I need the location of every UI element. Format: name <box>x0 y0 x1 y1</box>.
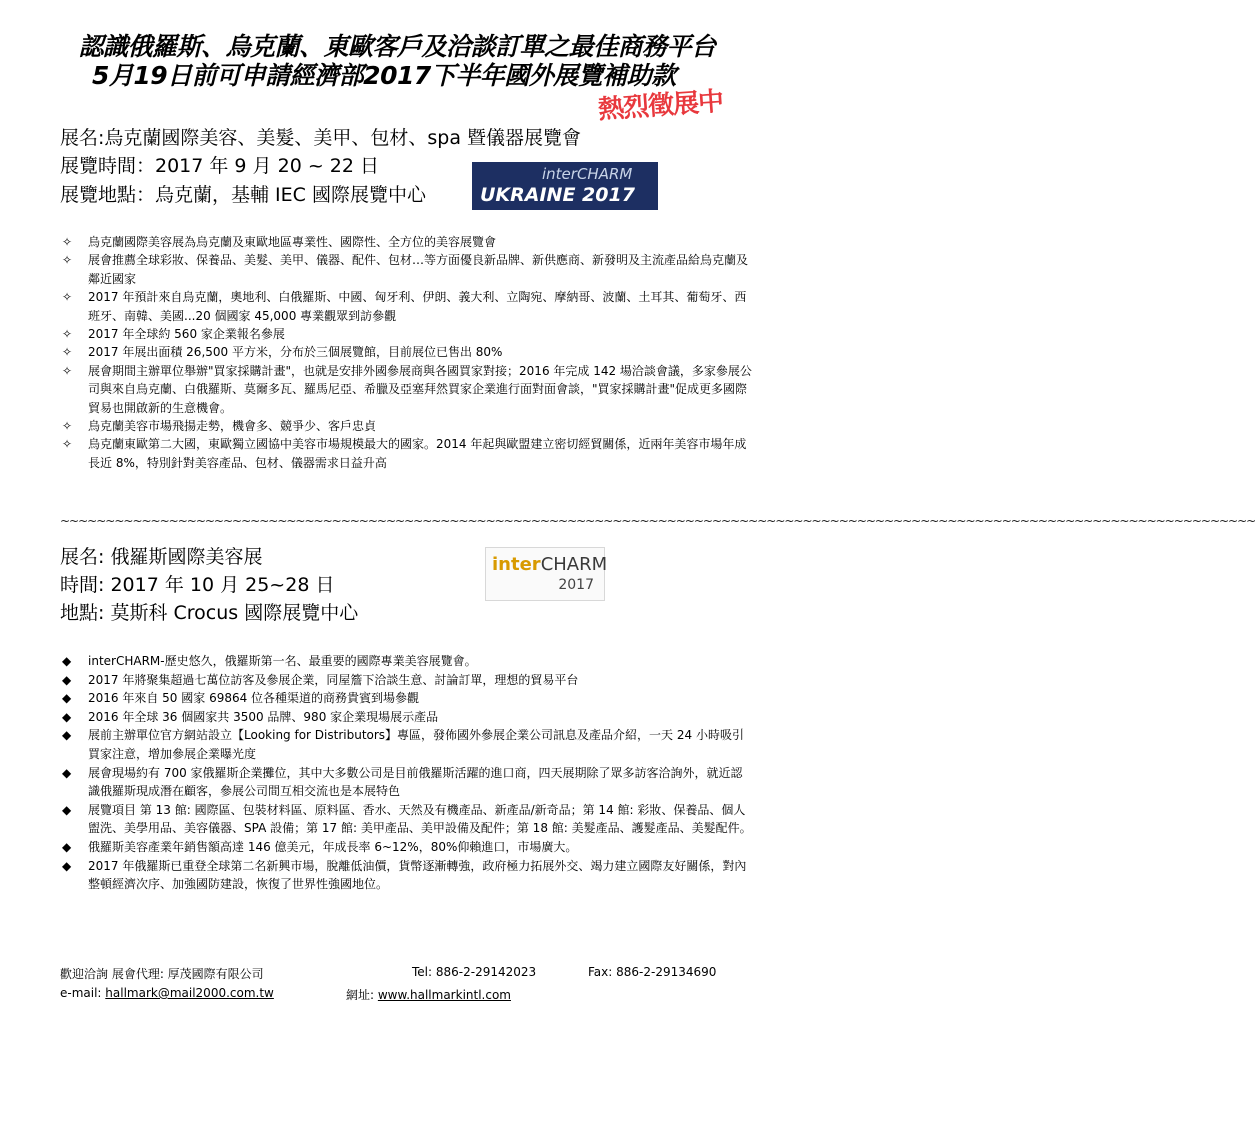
list-item: ◆ 2016 年來自 50 國家 69864 位各種渠道的商務貴賓到場參觀 <box>62 689 752 708</box>
contact-tel: Tel: 886-2-29142023 <box>412 965 537 979</box>
contact-email: e-mail: hallmark@mail2000.com.tw <box>60 986 274 1000</box>
diamond-icon: ◆ <box>62 802 72 817</box>
logo-year: 2017 <box>558 577 594 593</box>
russia-exhibition-place: 地點: 莫斯科 Crocus 國際展覽中心 <box>60 602 359 624</box>
star-outline-icon: ✧ <box>62 419 73 434</box>
list-item: ✧ 展會推薦全球彩妝、保養品、美髮、美甲、儀器、配件、包材…等方面優良新品牌、新供應商、新發明及主流產品給烏克蘭及鄰近國家 <box>62 253 749 286</box>
list-item: ✧ 烏克蘭國際美容展為烏克蘭及東歐地區專業性、國際性、全方位的美容展覽會 <box>62 233 752 251</box>
logo-text-bottom: UKRAINE 2017 <box>480 184 635 206</box>
intercharm-russia-logo <box>485 547 608 601</box>
star-outline-icon: ✧ <box>62 327 73 342</box>
russia-exhibition-time: 時間: 2017 年 10 月 25~28 日 <box>60 574 335 596</box>
russia-feature-list <box>62 652 752 894</box>
logo-text-top: interCHARM <box>492 554 608 575</box>
list-item: ◆ 展會現場約有 700 家俄羅斯企業攤位，其中大多數公司是目前俄羅斯活躍的進口商，四天展期除了眾多訪客洽詢外，就近認識俄羅斯現成潛在顧客，參展公司間互相交流也是本展特色 <box>62 765 743 799</box>
star-outline-icon: ✧ <box>62 253 73 268</box>
ukraine-exhibition-place: 展覽地點：烏克蘭，基輔 IEC 國際展覽中心 <box>60 184 426 206</box>
star-outline-icon: ✧ <box>62 290 73 305</box>
star-outline-icon: ✧ <box>62 235 73 249</box>
subsidy-subtitle: 5月19日前可申請經濟部2017下半年國外展覽補助款 <box>92 61 676 90</box>
list-item: ◆ interCHARM-歷史悠久，俄羅斯第一名、最重要的國際專業美容展覽會。 <box>62 652 752 671</box>
list-item: ◆ 2016 年全球 36 個國家共 3500 品牌、980 家企業現場展示產品 <box>62 708 752 727</box>
contact-website: 網址: www.hallmarkintl.com <box>346 988 511 1002</box>
list-item: ✧ 烏克蘭美容市場飛揚走勢，機會多、競爭少、客戶忠貞 <box>62 417 752 435</box>
list-item: ◆ 俄羅斯美容產業年銷售額高達 146 億美元，年成長率 6~12%，80%仰賴進口，市場廣大。 <box>62 838 752 857</box>
star-outline-icon: ✧ <box>62 345 73 360</box>
list-item: ◆ 展前主辦單位官方網站設立【Looking for Distributors】專區，發佈國外參展企業公司訊息及產品介紹，一天 24 小時吸引買家注意，增加參展企業曝光度 <box>62 728 744 761</box>
list-item: ✧ 2017 年全球約 560 家企業報名參展 <box>62 325 752 343</box>
ukraine-exhibition-name: 展名:烏克蘭國際美容、美髮、美甲、包材、spa 暨儀器展覽會 <box>60 127 582 149</box>
star-outline-icon: ✧ <box>62 437 73 452</box>
list-item: ✧ 2017 年展出面積 26,500 平方米，分布於三個展覽館，目前展位已售出 80% <box>62 343 752 361</box>
list-item: ◆ 2017 年將聚集超過七萬位訪客及參展企業，同屋簷下洽談生意、討論訂單，理想的貿易平台 <box>62 671 752 690</box>
list-item: ✧ 2017 年預計來自烏克蘭，奧地利、白俄羅斯、中國、匈牙利、伊朗、義大利、立陶宛、摩納哥、波蘭、土耳其、葡萄牙、西班牙、南韓、美國...20 個國家 45,000 專業觀眾到訪參觀 <box>62 290 747 323</box>
recruiting-badge: 熱烈徵展中 <box>597 86 725 126</box>
contact-fax: Fax: 886-2-29134690 <box>588 965 717 979</box>
website-link[interactable]: www.hallmarkintl.com <box>377 988 511 1002</box>
ukraine-exhibition-time: 展覽時間：2017 年 9 月 20 ~ 22 日 <box>60 155 379 177</box>
diamond-icon: ◆ <box>62 709 72 724</box>
logo-text-top: interCHARM <box>542 165 633 183</box>
list-item: ✧ 烏克蘭東歐第二大國，東歐獨立國協中美容市場規模最大的國家。2014 年起與歐盟建立密切經貿關係，近兩年美容市場年成長近 8%，特別針對美容產品、包材、儀器需求日益升高 <box>62 437 747 470</box>
section-divider: ~~~~~~~~~~~~~~~~~~~~~~~~~~~~~~~~~~~~~~~~~~~~~~~~~~~~~~~~~~~~~~~~~~~~~~~~~~~~~~~~~~~~~~~~~~~~~~~~~~~~~~~~~~~~~~~~~~~~~~~~~~~~~~~~~~~~ <box>60 514 1255 528</box>
intercharm-ukraine-logo <box>472 162 658 210</box>
diamond-icon: ◆ <box>62 858 72 873</box>
contact-agent: 歡迎洽詢 展會代理: 厚茂國際有限公司 <box>60 967 264 981</box>
email-link[interactable]: hallmark@mail2000.com.tw <box>105 986 274 1000</box>
star-outline-icon: ✧ <box>62 363 73 378</box>
headline-title: 認識俄羅斯、烏克蘭、東歐客戶及洽談訂單之最佳商務平台 <box>78 32 716 61</box>
ukraine-feature-list <box>62 233 752 472</box>
diamond-icon: ◆ <box>62 654 72 668</box>
russia-exhibition-name: 展名: 俄羅斯國際美容展 <box>60 546 263 568</box>
diamond-icon: ◆ <box>62 839 72 854</box>
list-item: ◆ 展覽項目 第 13 館: 國際區、包裝材料區、原料區、香水、天然及有機產品、新產品/新奇品；第 14 館: 彩妝、保養品、個人盥洗、美學用品、美容儀器、SPA 設備；第 17 館: 美甲產品、美甲設備及配件；第 18 館: 美髮產品、護髮產品、美髮配件。 <box>62 802 752 836</box>
diamond-icon: ◆ <box>62 765 72 780</box>
list-item: ◆ 2017 年俄羅斯已重登全球第二名新興市場，脫離低油價，貨幣逐漸轉強，政府極力拓展外交、竭力建立國際友好關係，對內整頓經濟次序、加強國防建設，恢復了世界性強國地位。 <box>62 858 747 892</box>
list-item: ✧ 展會期間主辦單位舉辦"買家採購計畫"，也就是安排外國參展商與各國買家對接；2016 年完成 142 場洽談會議，多家參展公司與來自烏克蘭、白俄羅斯、莫爾多瓦、羅馬尼亞、希臘及亞塞拜然買家企業進行面對面會談，"買家採購計畫"促成更多國際貿易也開啟新的生意機會。 <box>62 363 752 415</box>
diamond-icon: ◆ <box>62 672 72 687</box>
diamond-icon: ◆ <box>62 728 72 743</box>
diamond-icon: ◆ <box>62 691 72 706</box>
